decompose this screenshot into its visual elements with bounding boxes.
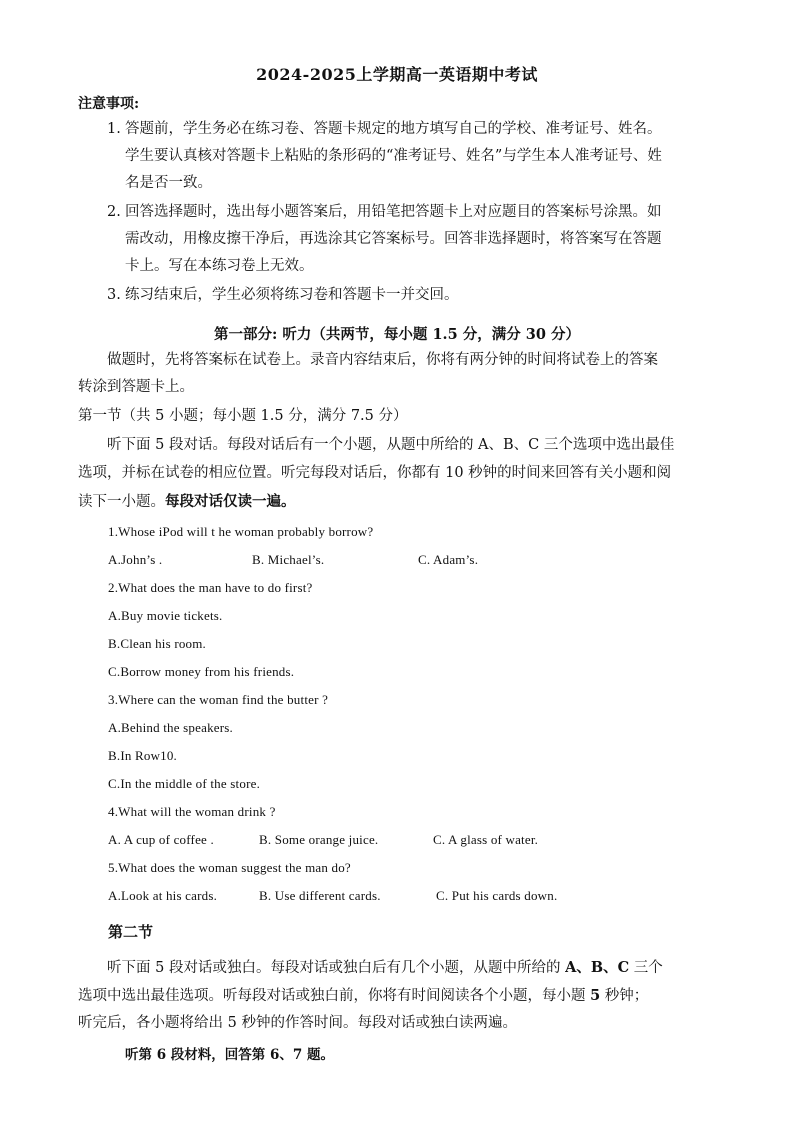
notice-item-line: 练习结束后，学生必须将练习卷和答题卡一并交回。 <box>125 287 459 303</box>
question-3-stem: 3.Where can the woman find the butter ? <box>108 692 329 707</box>
part1-title: 第一部分: 听力（共两节，每小题 1.5 分，满分 30 分） <box>214 326 580 343</box>
section1-intro-line <box>78 488 296 516</box>
question-3-option-a: A.Behind the speakers. <box>108 720 233 735</box>
notice-item-line: 名是否一致。 <box>125 175 212 191</box>
section2-intro-emphasis: 5 <box>590 987 601 1004</box>
section2-intro-text: 三个 <box>629 960 663 976</box>
section2-intro-text: 听下面 5 段对话或独白。每段对话或独白后有几个小题，从题中所给的 <box>107 960 566 976</box>
notice-item-number: 3. <box>107 287 121 303</box>
question-5-stem: 5.What does the woman suggest the man do? <box>108 860 351 875</box>
section1-intro-line: 选项，并标在试卷的相应位置。听完每段对话后，你都有 10 秒钟的时间来回答有关小题和阅 <box>78 465 672 481</box>
section1-intro-line: 听下面 5 段对话。每段对话后有一个小题，从题中所给的 A、B、C 三个选项中选出最佳 <box>107 437 675 453</box>
question-4-option-b: B. Some orange juice. <box>259 832 379 847</box>
question-1-option-c: C. Adam’s. <box>418 552 479 567</box>
question-1-stem: 1.Whose iPod will t he woman probably borrow? <box>108 524 374 539</box>
listen-material-6-instruction: 听第 6 段材料，回答第 6、7 题。 <box>125 1047 334 1063</box>
notice-heading: 注意事项: <box>78 96 140 112</box>
section2-intro-line: 听完后，各小题将给出 5 秒钟的作答时间。每段对话或独白读两遍。 <box>78 1015 517 1031</box>
question-4-stem: 4.What will the woman drink ? <box>108 804 276 819</box>
part1-intro-line: 转涂到答题卡上。 <box>78 379 194 395</box>
notice-item-number: 1. <box>107 121 121 137</box>
question-2-stem: 2.What does the man have to do first? <box>108 580 313 595</box>
question-2-option-b: B.Clean his room. <box>108 636 207 651</box>
question-1-option-a: A.John’s . <box>108 552 163 567</box>
section1-intro-text: 读下一小题。 <box>78 494 165 510</box>
notice-item-line: 答题前，学生务必在练习卷、答题卡规定的地方填写自己的学校、准考证号、姓名。 <box>125 121 662 137</box>
section1-heading: 第一节（共 5 小题；每小题 1.5 分，满分 7.5 分） <box>78 408 408 424</box>
section2-intro-text: 秒钟； <box>600 988 649 1004</box>
question-3-option-c: C.In the middle of the store. <box>108 776 261 791</box>
question-2-option-a: A.Buy movie tickets. <box>108 608 223 623</box>
section2-intro-line <box>107 954 663 982</box>
question-2-option-c: C.Borrow money from his friends. <box>108 664 295 679</box>
question-3-option-b: B.In Row10. <box>108 748 178 763</box>
section2-intro-text: 选项中选出最佳选项。听每段对话或独白前，你将有时间阅读各个小题，每小题 <box>78 988 591 1004</box>
exam-title: 2024-2025上学期高一英语期中考试 <box>256 65 538 84</box>
question-5-option-b: B. Use different cards. <box>259 888 381 903</box>
question-5-option-a: A.Look at his cards. <box>108 888 218 903</box>
notice-item-line: 卡上。写在本练习卷上无效。 <box>125 258 314 274</box>
section1-intro-emphasis: 每段对话仅读一遍。 <box>165 493 296 510</box>
question-4-option-c: C. A glass of water. <box>433 832 539 847</box>
question-5-option-c: C. Put his cards down. <box>436 888 558 903</box>
question-1-option-b: B. Michael’s. <box>252 552 325 567</box>
question-4-option-a: A. A cup of coffee . <box>108 832 214 847</box>
notice-item-line: 学生要认真核对答题卡上粘贴的条形码的“准考证号、姓名”与学生本人准考证号、姓 <box>125 148 662 164</box>
notice-item-line: 需改动，用橡皮擦干净后，再选涂其它答案标号。回答非选择题时，将答案写在答题 <box>125 231 662 247</box>
notice-item-number: 2. <box>107 204 121 220</box>
section2-intro-emphasis: A、B、C <box>565 959 630 976</box>
part1-intro-line: 做题时，先将答案标在试卷上。录音内容结束后，你将有两分钟的时间将试卷上的答案 <box>107 352 658 368</box>
section2-heading: 第二节 <box>108 923 154 941</box>
section2-intro-line <box>78 982 648 1010</box>
notice-item-line: 回答选择题时，选出每小题答案后，用铅笔把答题卡上对应题目的答案标号涂黑。如 <box>125 204 662 220</box>
